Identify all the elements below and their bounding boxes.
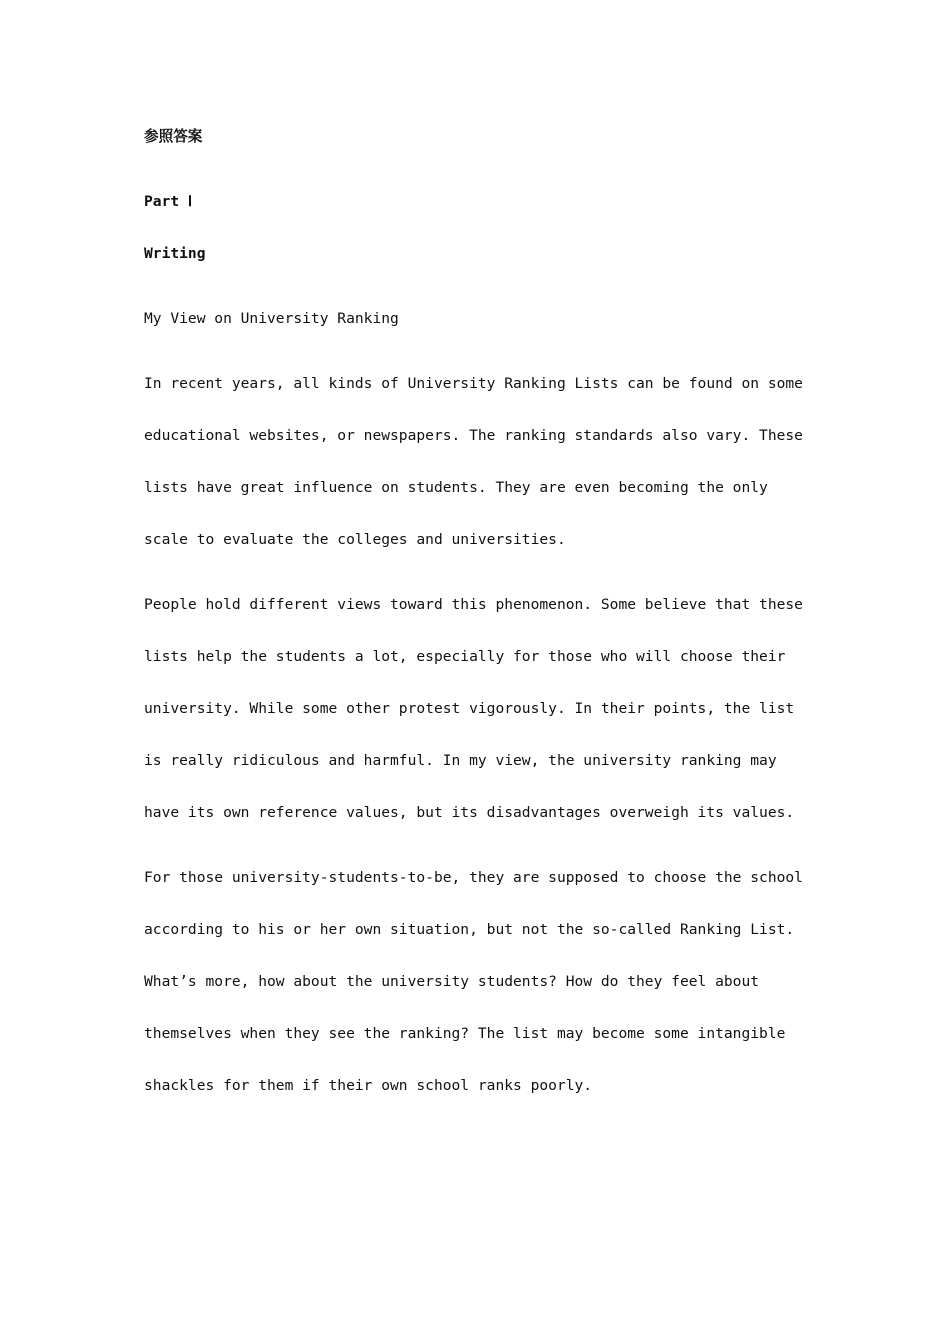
essay-paragraph-1: In recent years, all kinds of University Ranking Lists can be found on some educational websites, or newspapers. The ranking standards also vary. These lists have great influence on students. They are even becoming the only scale to evaluate the colleges and universities. [144,375,803,548]
section-heading: Writing [144,245,206,262]
document-content [144,122,814,1136]
essay-paragraph-2: People hold different views toward this phenomenon. Some believe that these lists help the students a lot, especially for those who will choose their university. While some other protest vigorously. In their points, the list is really ridiculous and harmful. In my view, the university ranking may have its own reference values, but its disadvantages overweigh its values. [144,596,803,821]
essay-paragraph-3: For those university-students-to-be, they are supposed to choose the school according to his or her own situation, but not the so-called Ranking List. What’s more, how about the university students? How do they feel about themselves when they see the ranking? The list may become some intangible shackles for them if their own school ranks poorly. [144,869,803,1094]
essay-title: My View on University Ranking [144,310,399,327]
essay-body [144,369,814,1123]
answer-heading: 参照答案 [144,128,203,145]
part-heading: Part Ⅰ [144,193,193,210]
